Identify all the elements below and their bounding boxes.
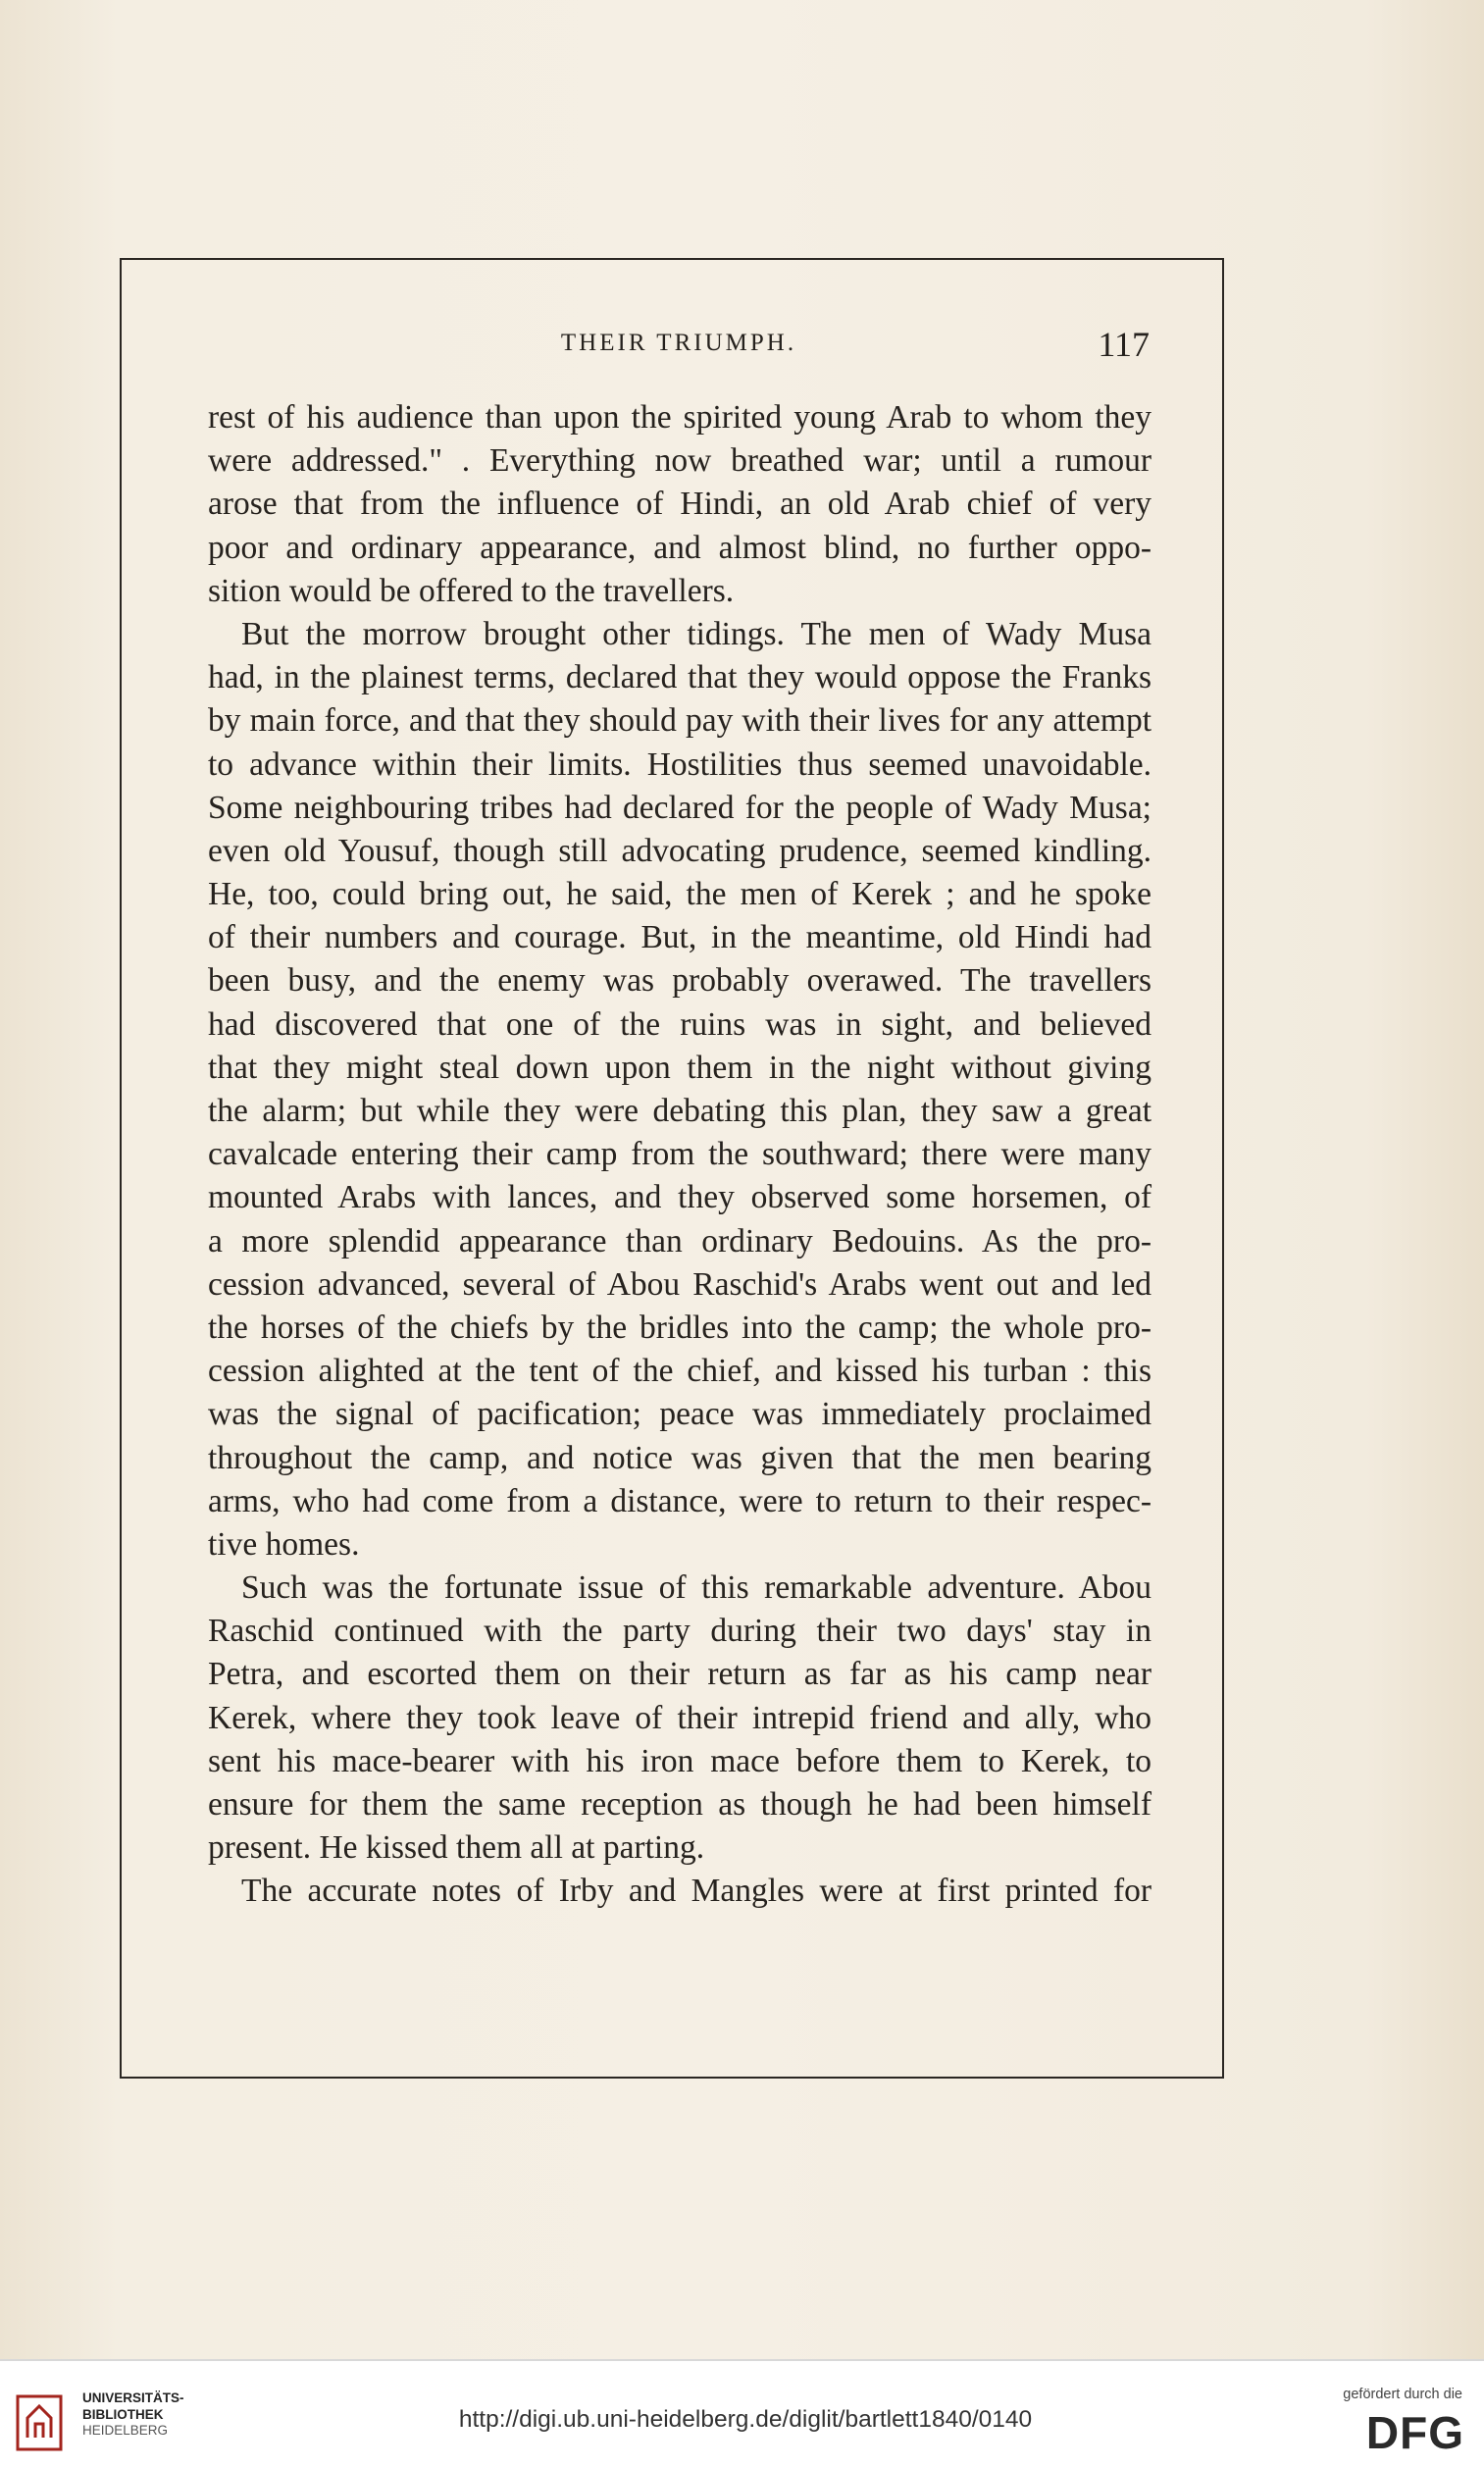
running-head-title: THEIR TRIUMPH. xyxy=(560,330,797,356)
text-line: cavalcade entering their camp from the southward; there were many xyxy=(208,1136,1151,1173)
text-line: were addressed." . Everything now breathed war; until a rumour xyxy=(208,442,1151,480)
viewer-footer xyxy=(0,2359,1484,2467)
text-line: mounted Arabs with lances, and they observed some horsemen, of xyxy=(208,1179,1151,1216)
text-line: even old Yousuf, though still advocating prudence, seemed kindling. xyxy=(208,832,1151,869)
library-name-line1: UNIVERSITÄTS- xyxy=(82,2390,184,2405)
text-line: He, too, could bring out, he said, the men of Kerek ; and he spoke xyxy=(208,876,1151,913)
text-line: poor and ordinary appearance, and almost blind, no further oppo- xyxy=(208,529,1151,566)
library-name[interactable] xyxy=(82,2390,184,2440)
text-line: tive homes. xyxy=(208,1525,360,1563)
library-logo-icon[interactable] xyxy=(16,2394,63,2451)
text-line: by main force, and that they should pay with their lives for any attempt xyxy=(208,702,1151,740)
text-line: had, in the plainest terms, declared that they would oppose the Franks xyxy=(208,659,1151,696)
page-number: 117 xyxy=(1098,325,1150,364)
funding-note: gefördert durch die xyxy=(1343,2387,1462,2402)
text-line: been busy, and the enemy was probably overawed. The travellers xyxy=(208,962,1151,1000)
text-line: rest of his audience than upon the spirited young Arab to whom they xyxy=(208,399,1151,436)
text-line: sition would be offered to the travellers. xyxy=(208,572,735,609)
footer-divider xyxy=(0,2359,1484,2361)
text-line: cession alighted at the tent of the chief, and kissed his turban : this xyxy=(208,1353,1151,1390)
text-line: present. He kissed them all at parting. xyxy=(208,1829,705,1867)
text-line: arms, who had come from a distance, were to return to their respec- xyxy=(208,1482,1151,1519)
text-line: The accurate notes of Irby and Mangles were at first printed for xyxy=(241,1873,1151,1910)
text-line: sent his mace-bearer with his iron mace before them to Kerek, to xyxy=(208,1742,1151,1779)
text-line: that they might steal down upon them in the night without giving xyxy=(208,1049,1151,1086)
body-text xyxy=(208,396,1151,1914)
text-line: Petra, and escorted them on their return as far as his camp near xyxy=(208,1656,1151,1693)
running-head xyxy=(208,324,1150,367)
text-line: Kerek, where they took leave of their intrepid friend and ally, who xyxy=(208,1699,1151,1736)
library-name-line2: BIBLIOTHEK xyxy=(82,2406,164,2422)
text-line: throughout the camp, and notice was given that the men bearing xyxy=(208,1439,1151,1476)
permalink-url[interactable]: http://digi.ub.uni-heidelberg.de/diglit/bartlett1840/0140 xyxy=(458,2406,1033,2433)
library-name-line3: HEIDELBERG xyxy=(82,2423,169,2438)
text-line: the horses of the chiefs by the bridles into the camp; the whole pro- xyxy=(208,1309,1151,1346)
text-line: to advance within their limits. Hostilities thus seemed unavoidable. xyxy=(208,745,1151,783)
text-line: a more splendid appearance than ordinary Bedouins. As the pro- xyxy=(208,1222,1151,1259)
text-line: ensure for them the same reception as though he had been himself xyxy=(208,1786,1151,1823)
text-line: the alarm; but while they were debating this plan, they saw a great xyxy=(208,1093,1151,1129)
text-line: arose that from the influence of Hindi, an old Arab chief of very xyxy=(208,486,1151,523)
text-line: was the signal of pacification; peace was immediately proclaimed xyxy=(208,1396,1151,1433)
text-line: of their numbers and courage. But, in the meantime, old Hindi had xyxy=(208,919,1151,956)
text-line: had discovered that one of the ruins was in sight, and believed xyxy=(208,1005,1151,1043)
text-line: But the morrow brought other tidings. The men of Wady Musa xyxy=(241,615,1151,652)
text-line: Some neighbouring tribes had declared for the people of Wady Musa; xyxy=(208,789,1151,826)
dfg-logo[interactable]: DFG xyxy=(1365,2407,1464,2458)
text-line: cession advanced, several of Abou Raschid's Arabs went out and led xyxy=(208,1265,1151,1303)
text-line: Raschid continued with the party during their two days' stay in xyxy=(208,1613,1151,1650)
text-line: Such was the fortunate issue of this remarkable adventure. Abou xyxy=(241,1569,1151,1607)
